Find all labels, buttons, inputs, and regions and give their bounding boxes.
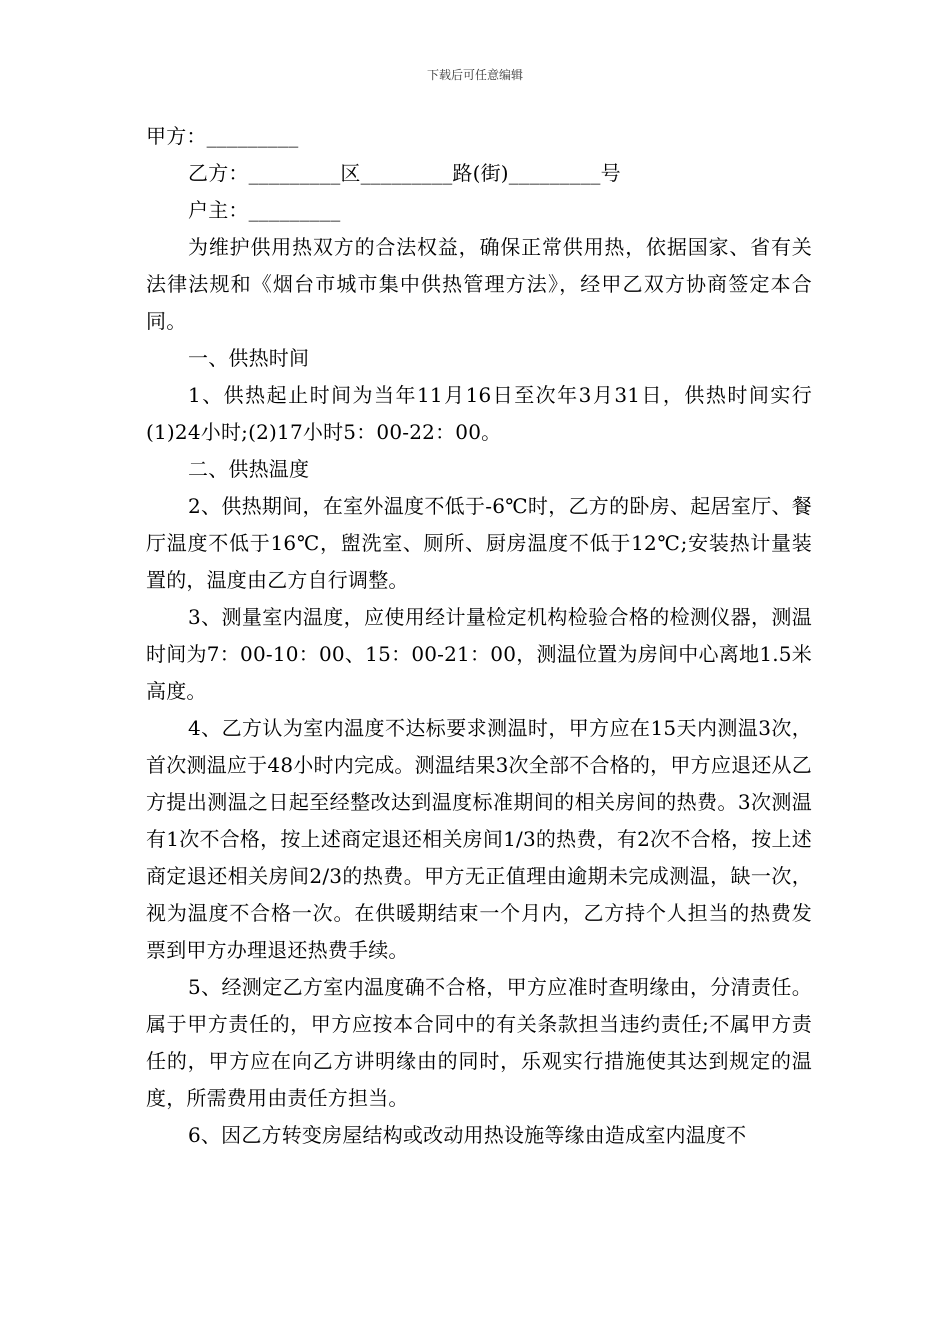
party-b-line: 乙方：_________区_________路(街)_________号 (188, 161, 621, 185)
party-a-line: 甲方：_________ (146, 124, 299, 148)
clause-1: 1、供热起止时间为当年11月16日至次年3月31日，供热时间实行(1)24小时;(2)17小时5：00-22：00。 (146, 383, 812, 444)
preamble-paragraph: 为维护供用热双方的合法权益，确保正常供用热，依据国家、省有关法律法规和《烟台市城市集中供热管理方法》，经甲乙双方协商签定本合同。 (146, 235, 812, 333)
clause-5: 5、经测定乙方室内温度确不合格，甲方应准时查明缘由，分清责任。属于甲方责任的，甲方应按本合同中的有关条款担当违约责任;不属甲方责任的，甲方应在向乙方讲明缘由的同时，乐观实行措施使其达到规定的温度，所需费用由责任方担当。 (146, 975, 812, 1110)
clause-3: 3、测量室内温度，应使用经计量检定机构检验合格的检测仪器，测温时间为7：00-10：00、15：00-21：00，测温位置为房间中心离地1.5米高度。 (146, 605, 812, 703)
section-title-heating-temperature: 二、供热温度 (188, 457, 310, 481)
clause-4: 4、乙方认为室内温度不达标要求测温时，甲方应在15天内测温3次，首次测温应于48小时内完成。测温结果3次全部不合格的，甲方应退还从乙方提出测温之日起至经整改达到温度标准期间的相关房间的热费。3次测温有1次不合格，按上述商定退还相关房间1/3的热费，有2次不合格，按上述商定退还相关房间2/3的热费。甲方无正值理由逾期未完成测温，缺一次，视为温度不合格一次。在供暖期结束一个月内，乙方持个人担当的热费发票到甲方办理退还热费手续。 (146, 716, 812, 962)
clause-2: 2、供热期间，在室外温度不低于-6℃时，乙方的卧房、起居室厅、餐厅温度不低于16℃，盥洗室、厕所、厨房温度不低于12℃;安装热计量装置的，温度由乙方自行调整。 (146, 494, 812, 592)
section-title-heating-time: 一、供热时间 (188, 346, 310, 370)
householder-line: 户主：_________ (188, 198, 341, 222)
document-body (146, 118, 812, 1154)
page-header: 下载后可任意编辑 (426, 68, 523, 82)
clause-6: 6、因乙方转变房屋结构或改动用热设施等缘由造成室内温度不 (188, 1123, 747, 1147)
